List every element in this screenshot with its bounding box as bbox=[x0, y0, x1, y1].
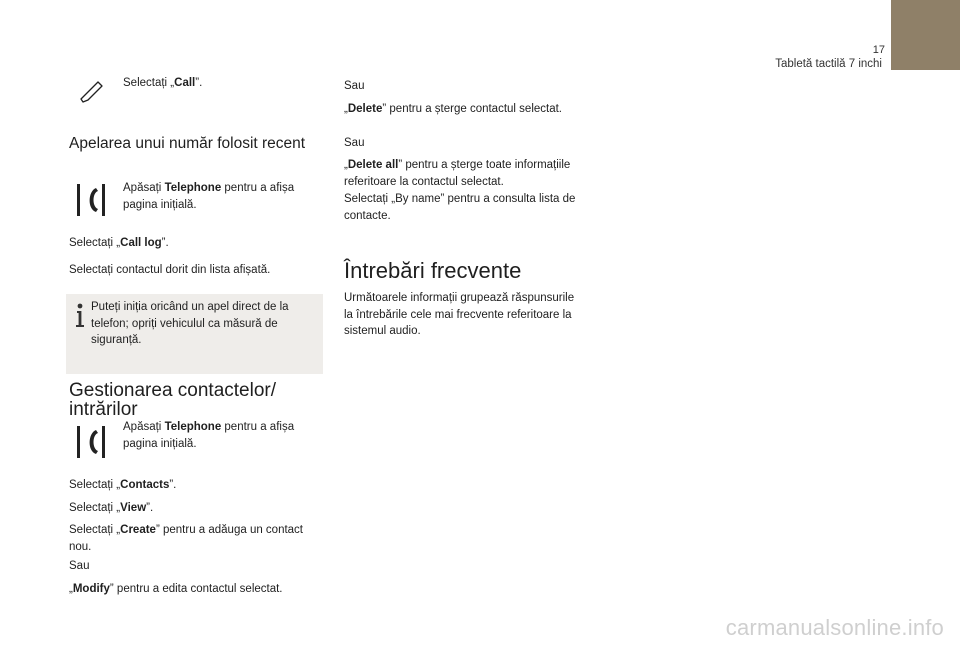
or-text-2: Sau bbox=[344, 80, 365, 92]
faq-intro-text: Următoarele informații grupează răspunsurile la întrebările cele mai frecvente referitoare la sistemul audio. bbox=[344, 292, 575, 337]
select-create-text: Selectați „Create” pentru a adăuga un contact nou. bbox=[69, 524, 304, 553]
or-text-3: Sau bbox=[344, 137, 365, 149]
telephone-app-icon-2 bbox=[76, 425, 106, 459]
select-call-text: Selectați „Call”. bbox=[123, 77, 203, 89]
heading-recent-number: Apelarea unui număr folosit recent bbox=[69, 135, 306, 152]
section-title: Tabletă tactilă 7 inchi bbox=[775, 58, 882, 70]
select-calllog-text: Selectați „Call log”. bbox=[69, 237, 169, 249]
heading-faq: Întrebări frecvente bbox=[344, 258, 522, 283]
delete-all-text: „Delete all” pentru a șterge toate informațiile referitoare la contactul selectat. bbox=[344, 159, 571, 188]
telephone-app-icon bbox=[76, 183, 106, 217]
select-view-text: Selectați „View”. bbox=[69, 502, 154, 514]
chapter-tab bbox=[891, 0, 960, 70]
select-contacts-text: Selectați „Contacts”. bbox=[69, 479, 177, 491]
by-name-text: Selectați „By name” pentru a consulta lista de contacte. bbox=[344, 193, 576, 222]
press-telephone-text-2: Apăsați Telephone pentru a afișa pagina inițială. bbox=[123, 421, 295, 450]
watermark: carmanualsonline.info bbox=[725, 615, 944, 640]
delete-text: „Delete” pentru a șterge contactul selectat. bbox=[344, 103, 563, 115]
info-icon bbox=[74, 303, 86, 329]
phone-handset-icon bbox=[78, 78, 106, 106]
select-contact-text: Selectați contactul dorit din lista afișată. bbox=[69, 264, 271, 276]
page-number: 17 bbox=[872, 44, 885, 56]
modify-text: „Modify” pentru a edita contactul selectat. bbox=[69, 583, 283, 595]
info-note-text: Puteți iniția oricând un apel direct de la telefon; opriți vehiculul ca măsură de siguranță. bbox=[91, 301, 289, 346]
heading-manage-contacts: Gestionarea contactelor/ intrărilor bbox=[69, 380, 277, 420]
press-telephone-text-1: Apăsați Telephone pentru a afișa pagina inițială. bbox=[123, 182, 295, 211]
or-text-1: Sau bbox=[69, 560, 90, 572]
